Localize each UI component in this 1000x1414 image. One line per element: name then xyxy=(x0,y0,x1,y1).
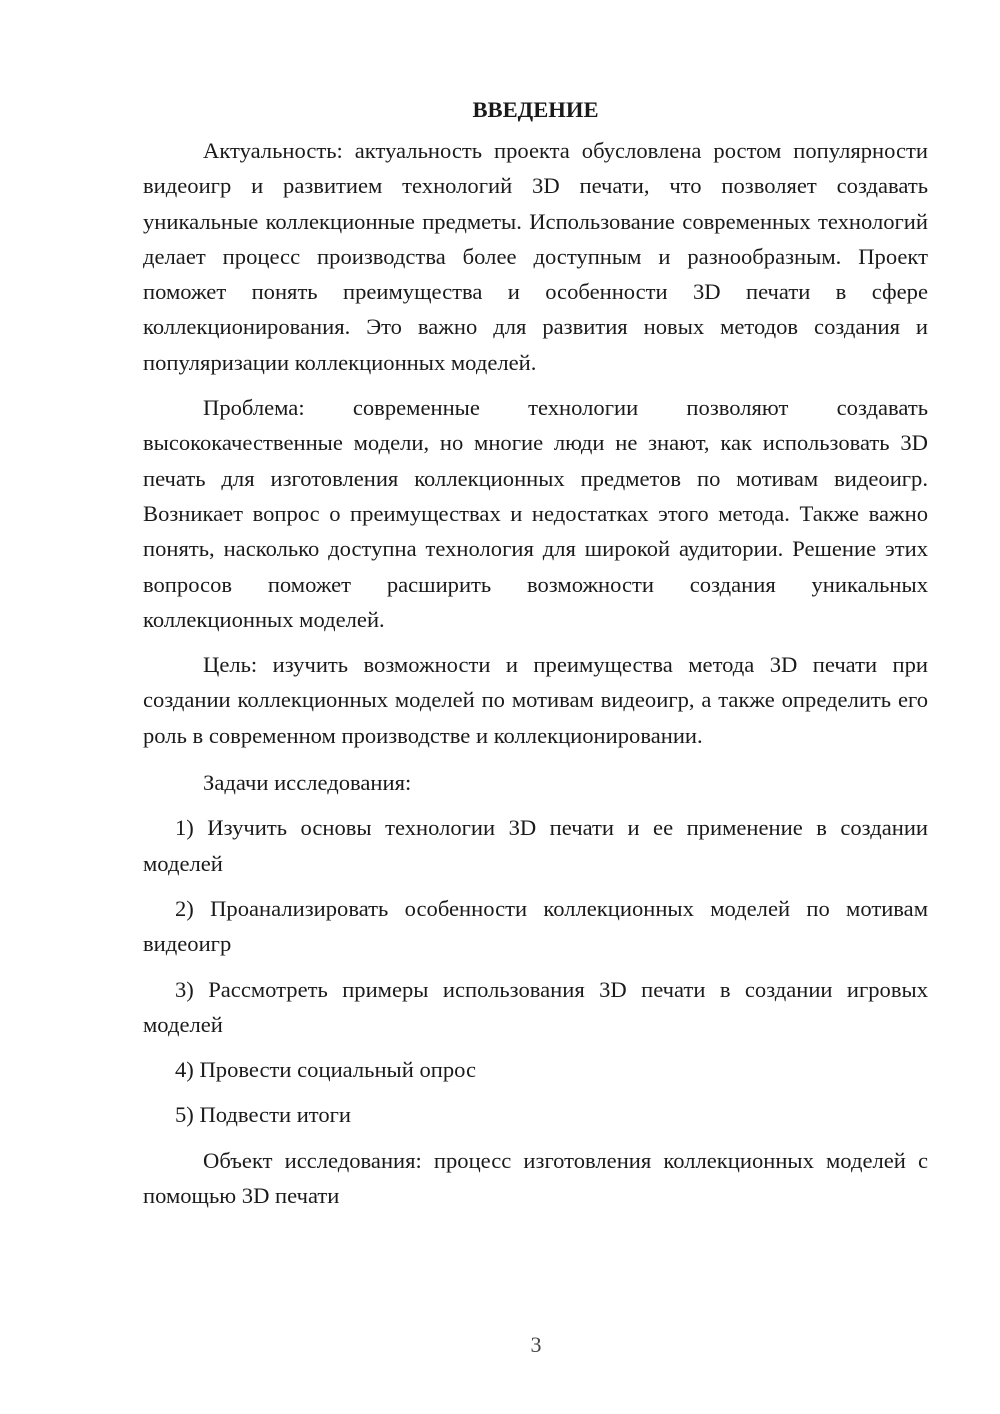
task-item: 1) Изучить основы технологии 3D печати и ее применение в создании моделей xyxy=(143,815,928,876)
task-item: 4) Провести социальный опрос xyxy=(175,1057,477,1083)
task-item: 3) Рассмотреть примеры использования 3D печати в создании игровых моделей xyxy=(143,976,928,1037)
task-item: 5) Подвести итоги xyxy=(175,1102,352,1128)
task-item: 2) Проанализировать особенности коллекционных моделей по мотивам видеоигр xyxy=(143,895,928,957)
relevance-paragraph: Актуальность: актуальность проекта обусловлена ростом популярности видеоигр и развитием технологий 3D печати, что позволяет создавать уникальные коллекционные предметы. Использование современных технологий делает процесс производства более доступным и разнообразным. Проект поможет понять преимущества и особенности 3D печати в сфере коллекционирования. Это важно для развития новых методов создания и популяризации коллекционных моделей. xyxy=(143,138,928,375)
page-title: ВВЕДЕНИЕ xyxy=(472,97,599,122)
tasks-heading: Задачи исследования: xyxy=(203,770,412,796)
problem-paragraph: Проблема: современные технологии позволяют создавать высококачественные модели, но многие люди не знают, как использовать 3D печать для изготовления коллекционных предметов по мотивам видеоигр. Возникает вопрос о преимуществах и недостатках этого метода. Также важно понять, насколько доступна технология для широкой аудитории. Решение этих вопросов поможет расширить возможности создания уникальных коллекционных моделей. xyxy=(143,395,928,632)
page-content xyxy=(143,92,928,1223)
object-paragraph: Объект исследования: процесс изготовления коллекционных моделей с помощью 3D печати xyxy=(143,1147,928,1209)
tasks-list xyxy=(143,810,928,1132)
goal-paragraph: Цель: изучить возможности и преимущества метода 3D печати при создании коллекционных моделей по мотивам видеоигр, а также определить его роль в современном производстве и коллекционировании. xyxy=(143,652,928,748)
page-number: 3 xyxy=(530,1332,542,1357)
